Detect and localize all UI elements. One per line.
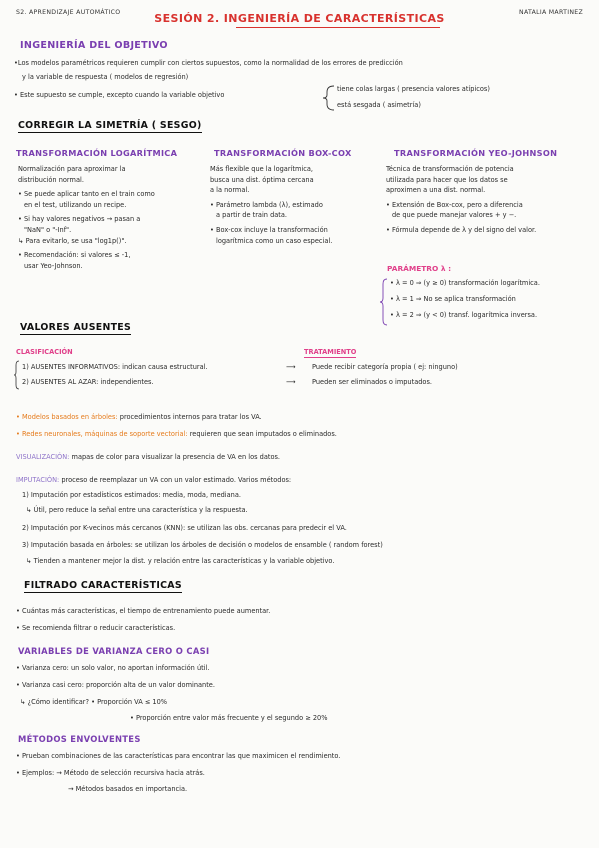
ausentes-row-left: 2) AUSENTES AL AZAR: independientes. (22, 378, 154, 386)
envolventes-line: • Prueban combinaciones de las características para encontrar las que maximicen el rendimiento. (16, 752, 341, 760)
envolventes-line: • Ejemplos: → Método de selección recursiva hacia atrás. (16, 769, 205, 777)
title-underline (236, 27, 440, 28)
col-boxcox-line: a partir de train data. (216, 211, 288, 220)
section-heading-ausentes: VALORES AUSENTES (20, 322, 132, 333)
section-heading-filtrado: FILTRADO CARACTERÍSTICAS (24, 580, 182, 591)
col-log-line: distribución normal. (18, 175, 84, 184)
col-boxcox-line: a la normal. (210, 186, 250, 195)
col-log-line: "NaN" o "-Inf". (24, 225, 72, 234)
col-log-line: • Recomendación: si valores ≤ -1, (18, 251, 131, 260)
arboles-line (16, 412, 262, 423)
objetivo-branch-2: está sesgada ( asimetría) (337, 101, 421, 109)
col-heading-log: TRANSFORMACIÓN LOGARÍTMICA (16, 148, 178, 158)
section-heading-objetivo: INGENIERÍA DEL OBJETIVO (20, 40, 168, 51)
col-boxcox-line: • Box-cox incluye la transformación (210, 225, 328, 234)
imput-item: 2) Imputación por K-vecinos más cercanos (KNN): se utilizan las obs. cercanas para predecir el VA. (22, 524, 347, 532)
arboles-text: procedimientos internos para tratar los VA. (119, 413, 262, 421)
arrow-right-icon: ⟶ (286, 363, 296, 371)
col-log-line: usar Yeo-Johnson. (24, 261, 83, 270)
objetivo-line-1: •Los modelos paramétricos requieren cumplir con ciertos supuestos, como la normalidad de los errores de predicción (14, 59, 403, 67)
filtrado-line: • Se recomienda filtrar o reducir características. (16, 624, 176, 632)
col-log-line: Normalización para aproximar la (18, 165, 126, 173)
varianza-line: • Proporción entre valor más frecuente y el segundo ≥ 20% (130, 714, 328, 722)
section-heading-simetria: CORREGIR LA SIMETRÍA ( SESGO) (18, 120, 202, 131)
author-label: NATALIA MARTINEZ (519, 9, 583, 16)
col-boxcox-line: logarítmica como un caso especial. (216, 236, 333, 245)
col-boxcox-line: Más flexible que la logarítmica, (210, 165, 313, 173)
varianza-line: ↳ ¿Cómo identificar? • Proporción VA ≤ 10% (20, 698, 168, 706)
imput-item: ↳ Tienden a mantener mejor la dist. y relación entre las características y la variable objetivo. (26, 557, 335, 565)
imput-label: IMPUTACIÓN: (16, 476, 60, 484)
ausentes-row-left: 1) AUSENTES INFORMATIVOS: indican causa estructural. (22, 363, 208, 371)
col-yeo-line: aproximen a una dist. normal. (386, 186, 486, 195)
imput-item: 3) Imputación basada en árboles: se utilizan los árboles de decisión o modelos de ensamble ( random forest) (22, 541, 383, 549)
brace-icon (322, 84, 336, 112)
col-log-line: • Se puede aplicar tanto en el train como (18, 190, 155, 199)
param-list (390, 278, 540, 326)
col-heading-yeo: TRANSFORMACIÓN YEO-JOHNSON (394, 148, 558, 158)
course-label: S2. APRENDIZAJE AUTOMÁTICO (16, 9, 121, 16)
visual-line (16, 452, 280, 463)
visual-label: VISUALIZACIÓN: (16, 453, 70, 461)
filtrado-line: • Cuántas más características, el tiempo de entrenamiento puede aumentar. (16, 607, 271, 615)
envolventes-line: → Métodos basados en importancia. (68, 785, 188, 793)
col-yeo-line: • Fórmula depende de λ y del signo del valor. (386, 225, 537, 234)
ausentes-row-right: Pueden ser eliminados o imputados. (312, 378, 432, 386)
col-yeo-line: utilizada para hacer que los datos se (386, 175, 508, 184)
section-heading-envolventes: MÉTODOS ENVOLVENTES (18, 734, 141, 744)
section-heading-varianza: VARIABLES DE VARIANZA CERO O CASI (18, 646, 210, 656)
brace-icon (14, 360, 20, 390)
param-item: • λ = 2 ⇒ (y < 0) transf. logarítmica inversa. (390, 311, 538, 319)
col-yeo-line: Técnica de transformación de potencia (386, 165, 514, 173)
imput-text: proceso de reemplazar un VA con un valor estimado. Varios métodos: (61, 476, 292, 484)
imput-item: ↳ Útil, pero reduce la señal entre una característica y la respuesta. (26, 506, 248, 514)
col-yeo-line: • Extensión de Box-cox, pero a diferencia (386, 200, 523, 209)
ausentes-row-right: Puede recibir categoría propia ( ej: ninguno) (312, 363, 458, 371)
param-item: • λ = 1 ⇒ No se aplica transformación (390, 295, 516, 303)
visual-text: mapas de color para visualizar la presencia de VA en los datos. (71, 453, 281, 461)
redes-label: • Redes neuronales, máquinas de soporte vectorial: (16, 430, 188, 438)
imput-line (16, 475, 291, 486)
col-yeo-line: de que puede manejar valores + y −. (392, 211, 517, 220)
objetivo-branch-1: tiene colas largas ( presencia valores atípicos) (337, 85, 490, 93)
arboles-label: • Modelos basados en árboles: (16, 413, 118, 421)
tratamiento-label: TRATAMIENTO (304, 348, 357, 356)
col-log-line: • Si hay valores negativos → pasan a (18, 215, 141, 224)
col-yeo-text (386, 164, 536, 236)
imput-item: 1) Imputación por estadísticos estimados: media, moda, mediana. (22, 491, 241, 499)
objetivo-line-2: y la variable de respuesta ( modelos de regresión) (22, 73, 189, 81)
col-boxcox-text (210, 164, 332, 246)
col-boxcox-line: • Parámetro lambda (λ), estimado (210, 200, 323, 209)
param-item: • λ = 0 ⇒ (y ≥ 0) transformación logarítmica. (390, 279, 540, 287)
col-heading-boxcox: TRANSFORMACIÓN BOX-COX (214, 148, 352, 158)
brace-icon (380, 278, 388, 326)
varianza-line: • Varianza casi cero: proporción alta de un valor dominante. (16, 681, 215, 689)
col-log-line: en el test, utilizando un recipe. (24, 200, 127, 209)
clasificacion-label: CLASIFICACIÓN (16, 348, 73, 356)
objetivo-line-3: • Este supuesto se cumple, excepto cuando la variable objetivo (14, 91, 225, 99)
arrow-right-icon: ⟶ (286, 378, 296, 386)
redes-line (16, 429, 337, 440)
page-title: SESIÓN 2. INGENIERÍA DE CARACTERÍSTICAS (154, 12, 445, 25)
param-label: PARÁMETRO λ : (387, 264, 452, 273)
col-log-text (18, 164, 155, 271)
col-boxcox-line: busca una dist. óptima cercana (210, 175, 314, 184)
col-log-line: ↳ Para evitarlo, se usa "log1p()". (18, 236, 127, 245)
redes-text: requieren que sean imputados o eliminados. (189, 430, 337, 438)
varianza-line: • Varianza cero: un solo valor, no aportan información útil. (16, 664, 210, 672)
